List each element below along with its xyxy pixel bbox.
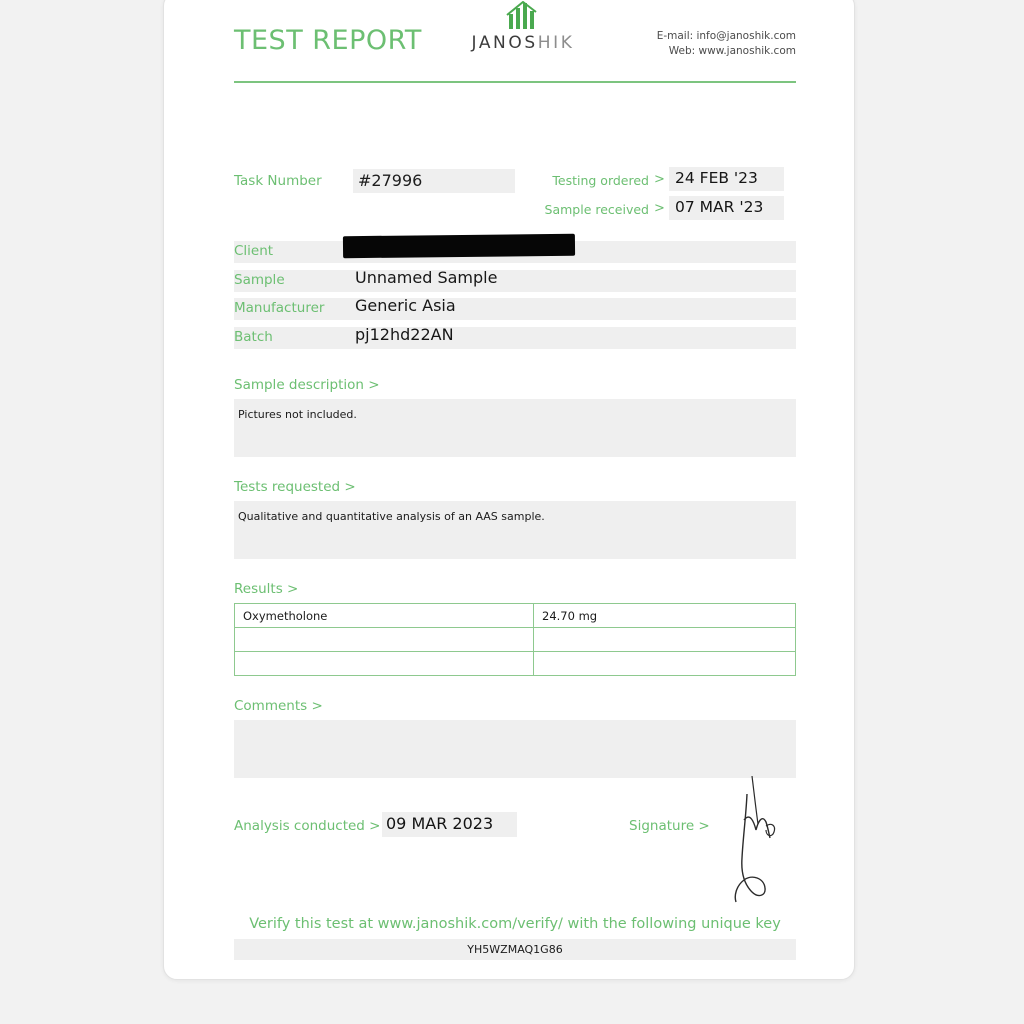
task-row [234,169,796,223]
sample-description-text: Pictures not included. [238,408,357,421]
sample-description-panel [234,399,796,457]
result-amount [534,628,796,652]
report-header [234,1,796,73]
testing-ordered-caret: > [654,172,665,187]
analysis-signature-row [234,804,796,914]
batch-label: Batch [234,328,273,345]
info-row-background [234,267,796,292]
dates-block [544,169,799,227]
result-substance: Oxymetholone [235,604,534,628]
brand-wordmark [468,33,578,53]
info-row-sample [234,267,796,299]
comments-heading: Comments > [234,698,323,714]
report-content [234,1,796,960]
client-redaction-bar [343,234,575,258]
brand-word-dark: JANOS [471,33,538,53]
task-number-value: #27996 [358,171,423,190]
date-row-ordered [552,169,799,198]
sample-info-table [234,241,796,355]
table-row [235,628,796,652]
sample-received-value: 07 MAR '23 [675,198,764,216]
sample-label: Sample [234,271,285,288]
header-divider [234,81,796,83]
table-row [235,652,796,676]
handwritten-signature-icon [722,776,792,910]
bar-chart-logo-icon [468,1,578,31]
verify-text: Verify this test at www.janoshik.com/verify/ with the following unique key [249,916,781,932]
tests-requested-panel [234,501,796,559]
sample-received-caret: > [654,201,665,216]
info-row-manufacturer [234,298,796,327]
comments-panel [234,720,796,778]
signature-label: Signature > [629,818,710,834]
result-amount [534,652,796,676]
unique-key-value: YH5WZMAQ1G86 [234,939,796,960]
testing-ordered-label: Testing ordered [552,173,649,188]
task-number-label: Task Number [234,173,322,189]
sample-description-heading: Sample description > [234,377,380,393]
date-row-received [544,198,799,227]
client-label: Client [234,243,274,259]
contact-web: Web: www.janoshik.com [668,45,796,57]
report-sheet [163,0,855,980]
tests-requested-text: Qualitative and quantitative analysis of an AAS sample. [238,510,545,523]
contact-block [657,29,796,59]
manufacturer-value: Generic Asia [355,296,456,315]
analysis-conducted-label: Analysis conducted > [234,818,381,834]
result-amount: 24.70 mg [534,604,796,628]
page-title: TEST REPORT [234,25,422,56]
testing-ordered-value: 24 FEB '23 [675,169,758,187]
batch-value: pj12hd22AN [355,324,454,344]
brand-logo [468,1,578,53]
table-row [235,604,796,628]
brand-word-gray: HIK [537,33,575,53]
contact-email: E-mail: info@janoshik.com [656,30,796,42]
manufacturer-label: Manufacturer [234,300,325,316]
results-heading: Results > [234,581,299,597]
sample-received-label: Sample received [544,202,649,217]
results-table [234,603,796,676]
info-row-client [234,241,796,270]
analysis-conducted-value: 09 MAR 2023 [386,814,494,833]
tests-requested-heading: Tests requested > [234,479,356,495]
result-substance [235,628,534,652]
info-row-batch [234,324,796,356]
sample-value: Unnamed Sample [355,267,498,287]
result-substance [235,652,534,676]
info-row-background [234,324,796,349]
